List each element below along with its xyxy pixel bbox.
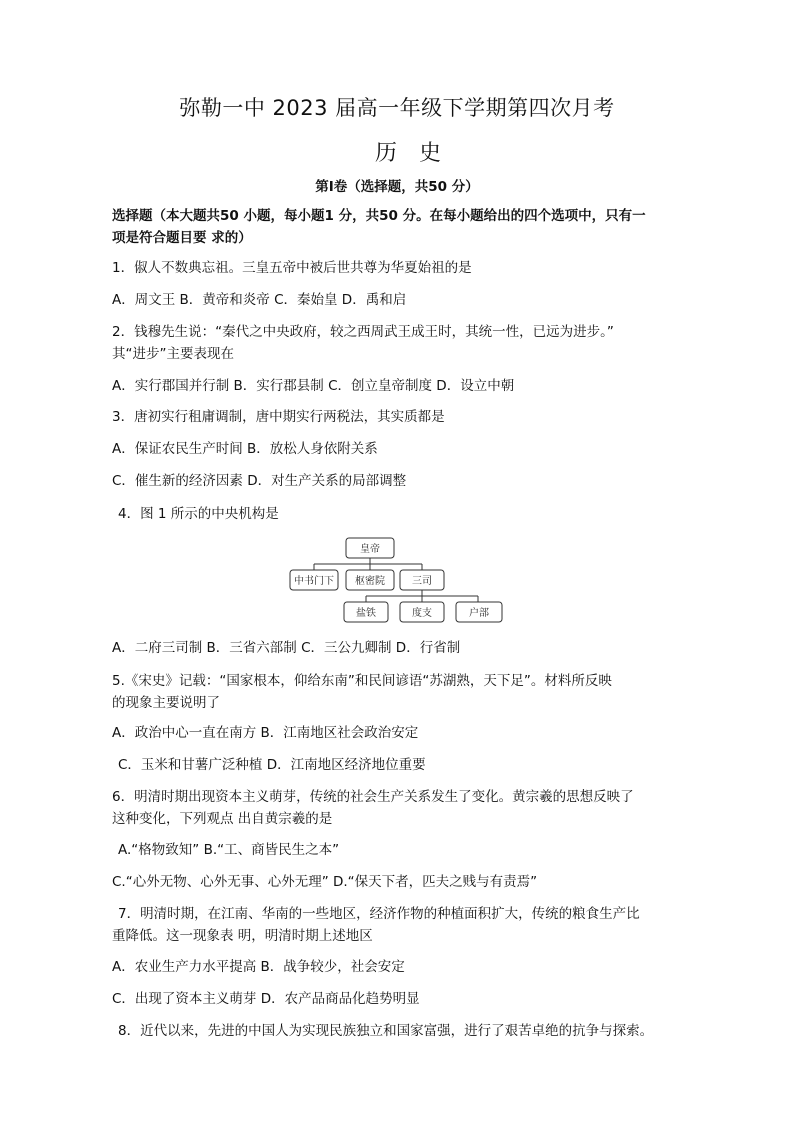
question-5-options-1: A．政治中心一直在南方 B．江南地区社会政治安定 bbox=[112, 725, 419, 741]
node-bottom-3: 户部 bbox=[469, 608, 489, 619]
central-institutions-diagram bbox=[288, 536, 508, 624]
question-8-stem: 8．近代以来，先进的中国人为实现民族独立和国家富强，进行了艰苦卓绝的抗争与探索。 bbox=[118, 1023, 654, 1039]
node-top: 皇帝 bbox=[360, 544, 380, 555]
question-2-stem-2: 其“进步”主要表现在 bbox=[112, 346, 234, 362]
question-4-options: A．二府三司制 B．三省六部制 C．三公九卿制 D．行省制 bbox=[112, 640, 461, 656]
node-middle-2: 枢密院 bbox=[355, 576, 385, 587]
instructions-line-1: 选择题（本大题共50 小题，每小题1 分，共50 分。在每小题给出的四个选项中，只有一 bbox=[112, 208, 646, 224]
node-bottom-1: 盐铁 bbox=[356, 608, 376, 619]
instructions-line-2: 项是符合题目要 求的） bbox=[112, 230, 252, 246]
question-6-stem-1: 6．明清时期出现资本主义萌芽，传统的社会生产关系发生了变化。黄宗羲的思想反映了 bbox=[112, 789, 634, 805]
diagram-svg bbox=[288, 536, 508, 624]
exam-title: 弥勒一中 2023 届高一年级下学期第四次月考 bbox=[179, 96, 615, 120]
question-6-stem-2: 这种变化，下列观点 出自黄宗羲的是 bbox=[112, 811, 333, 827]
question-5-options-2: C．玉米和甘薯广泛种植 D．江南地区经济地位重要 bbox=[118, 757, 426, 773]
subject-title: 历史 bbox=[374, 141, 463, 166]
question-1-options: A．周文王 B．黄帝和炎帝 C．秦始皇 D．禹和启 bbox=[112, 292, 407, 308]
question-6-options-1: A.“格物致知” B.“工、商皆民生之本” bbox=[118, 842, 340, 858]
question-4-stem: 4．图 1 所示的中央机构是 bbox=[118, 506, 279, 522]
part-heading: 第I卷（选择题，共50 分） bbox=[315, 179, 479, 195]
node-middle-3: 三司 bbox=[412, 576, 432, 587]
question-5-stem-1: 5.《宋史》记载：“国家根本，仰给东南”和民间谚语“苏湖熟，天下足”。材料所反映 bbox=[112, 673, 612, 689]
question-7-options-2: C．出现了资本主义萌芽 D．农产品商品化趋势明显 bbox=[112, 991, 420, 1007]
question-7-options-1: A．农业生产力水平提高 B．战争较少，社会安定 bbox=[112, 959, 405, 975]
node-middle-1: 中书门下 bbox=[294, 576, 334, 587]
question-1-stem: 1．俶人不数典忘祖。三皇五帝中被后世共尊为华夏始祖的是 bbox=[112, 260, 472, 276]
question-7-stem-1: 7．明清时期，在江南、华南的一些地区，经济作物的种植面积扩大，传统的粮食生产比 bbox=[118, 906, 640, 922]
question-7-stem-2: 重降低。这一现象表 明，明清时期上述地区 bbox=[112, 928, 373, 944]
question-6-options-2: C.“心外无物、心外无事、心外无理” D.“保天下者，匹夫之贱与有责焉” bbox=[112, 874, 538, 890]
question-2-stem-1: 2．钱穆先生说：“秦代之中央政府，较之西周武王成王时，其统一性，已远为进步。” bbox=[112, 324, 614, 340]
question-2-options: A．实行郡国并行制 B．实行郡县制 C．创立皇帝制度 D．设立中朝 bbox=[112, 378, 515, 394]
question-3-stem: 3．唐初实行租庸调制，唐中期实行两税法，其实质都是 bbox=[112, 409, 445, 425]
node-bottom-2: 度支 bbox=[412, 608, 432, 619]
question-5-stem-2: 的现象主要说明了 bbox=[112, 695, 220, 711]
question-3-options-2: C．催生新的经济因素 D．对生产关系的局部调整 bbox=[112, 473, 407, 489]
question-3-options-1: A．保证农民生产时间 B．放松人身依附关系 bbox=[112, 441, 378, 457]
